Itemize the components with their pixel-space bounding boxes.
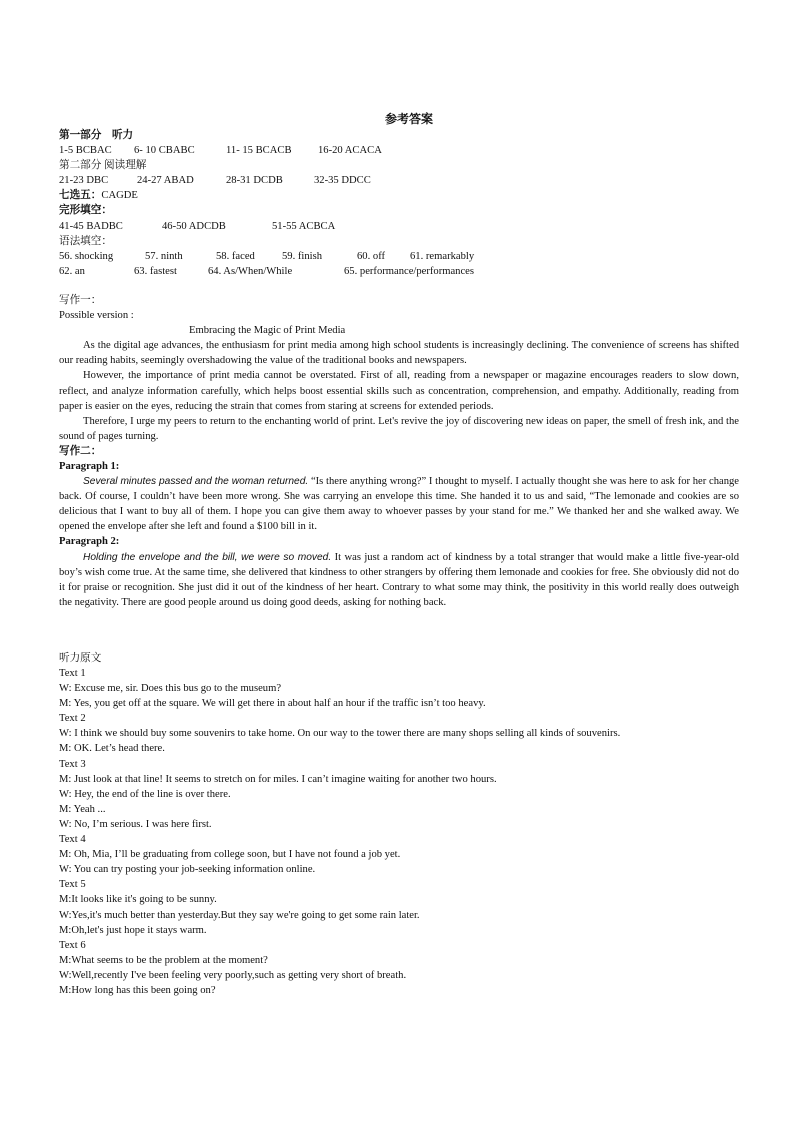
part1-answers xyxy=(59,143,739,158)
transcript-line: M: Yes, you get off at the square. We will get there in about half an hour if the traffic isn’t too heavy. xyxy=(59,698,486,710)
grammar-answer: 60. off xyxy=(357,250,386,262)
continuation-paragraph-1 xyxy=(59,474,739,534)
paragraph2-label: Paragraph 2: xyxy=(59,536,120,548)
paragraph2-lead: Holding the envelope and the bill, we were so moved. xyxy=(83,551,332,563)
answer-group: 16-20 ACACA xyxy=(318,145,382,157)
cloze-heading: 完形填空： xyxy=(59,205,112,217)
answer-group: 24-27 ABAD xyxy=(137,175,194,187)
grammar-answer: 63. fastest xyxy=(134,265,177,277)
grammar-answer: 56. shocking xyxy=(59,250,114,262)
transcript-line: M: Oh, Mia, I’ll be graduating from college soon, but I have not found a job yet. xyxy=(59,849,401,861)
paragraph1-lead: Several minutes passed and the woman returned. xyxy=(83,476,309,488)
essay-paragraph: As the digital age advances, the enthusiasm for print media among high school students is increasingly declining. The convenience of screens has shifted our reading habits, seemingly overshadowing the value of the traditional books and newspapers. xyxy=(59,340,739,367)
possible-version-label: Possible version : xyxy=(59,310,134,322)
part2-answers xyxy=(59,173,739,188)
grammar-answer: 57. ninth xyxy=(145,250,183,262)
answer-group: 21-23 DBC xyxy=(59,175,109,187)
paragraph1-label: Paragraph 1: xyxy=(59,460,120,472)
answer-group: 51-55 ACBCA xyxy=(272,220,336,232)
cloze-answers xyxy=(59,219,739,234)
grammar-answer: 58. faced xyxy=(216,250,255,262)
grammar-heading: 语法填空： xyxy=(59,235,112,247)
writing1-heading: 写作一： xyxy=(59,294,102,306)
transcript-line: W:Yes,it's much better than yesterday.But they say we're going to get some rain later. xyxy=(59,909,420,921)
answer-group: 1-5 BCBAC xyxy=(59,145,112,157)
transcript-line: W: I think we should buy some souvenirs to take home. On our way to the tower there are many shops selling all kinds of souvenirs. xyxy=(59,728,621,740)
transcript-line: Text 3 xyxy=(59,758,86,770)
grammar-answer: 64. As/When/While xyxy=(208,265,293,277)
essay-paragraph: Therefore, I urge my peers to return to the enchanting world of print. Let's revive the joy of discovering new ideas on paper, the smell of fresh ink, and the sound of pages turning. xyxy=(59,415,739,442)
answer-group: 46-50 ADCDB xyxy=(162,220,226,232)
grammar-row-1 xyxy=(59,249,739,264)
transcript-line: W: Hey, the end of the line is over there. xyxy=(59,788,231,800)
transcript-line: W:Well,recently I've been feeling very poorly,such as getting very short of breath. xyxy=(59,969,407,981)
transcript-line: Text 4 xyxy=(59,834,86,846)
transcript-line: W: Excuse me, sir. Does this bus go to the museum? xyxy=(59,683,282,695)
transcript-line: M: Just look at that line! It seems to stretch on for miles. I can’t imagine waiting for another two hours. xyxy=(59,773,497,785)
grammar-answer: 62. an xyxy=(59,265,85,277)
qixuanwu-answer: CAGDE xyxy=(101,190,138,202)
answer-group: 6- 10 CBABC xyxy=(134,145,195,157)
transcript-line: Text 2 xyxy=(59,713,86,725)
transcript-line: W: No, I’m serious. I was here first. xyxy=(59,818,212,830)
transcript-line: Text 6 xyxy=(59,939,86,951)
page-title: 参考答案 xyxy=(384,112,433,126)
grammar-answer: 61. remarkably xyxy=(410,250,475,262)
grammar-answer: 59. finish xyxy=(282,250,323,262)
transcript-lines xyxy=(59,666,739,998)
continuation-paragraph-2 xyxy=(59,550,739,610)
answer-sheet xyxy=(59,110,739,998)
answer-group: 41-45 BADBC xyxy=(59,220,123,232)
writing2-heading: 写作二： xyxy=(59,445,102,457)
part2-heading: 第二部分 阅读理解 xyxy=(59,160,147,172)
transcript-line: M:It looks like it's going to be sunny. xyxy=(59,894,217,906)
transcript-line: W: You can try posting your job-seeking information online. xyxy=(59,864,316,876)
grammar-row-2 xyxy=(59,264,739,279)
transcript-line: Text 1 xyxy=(59,668,86,679)
answer-group: 28-31 DCDB xyxy=(226,175,283,187)
transcript-line: M: OK. Let’s head there. xyxy=(59,743,165,755)
grammar-answer: 65. performance/performances xyxy=(344,265,475,277)
answer-group: 11- 15 BCACB xyxy=(226,145,292,157)
qixuanwu-label: 七选五： xyxy=(59,190,102,202)
transcript-line: M: Yeah ... xyxy=(59,803,106,815)
transcript-line: Text 5 xyxy=(59,879,86,891)
transcript-line: M:What seems to be the problem at the moment? xyxy=(59,954,268,966)
part1-heading: 第一部分 听力 xyxy=(59,130,134,141)
paragraph2-text: It was just a random act of kindness by a total stranger that would make a little five-year-old boy’s wish come true. At the same time, she delivered that kindness to other strangers by offering them lemonade and cookies for free. She obviously did not do it for praise or recognition. She just did it out of the kindness of her heart. Contrary to what some may think, the positivity in this world really does outweigh the negativity. There are good people around us doing good deeds, asking for nothing back. xyxy=(59,551,739,608)
answer-group: 32-35 DDCC xyxy=(314,175,371,187)
transcript-line: M:Oh,let's just hope it stays warm. xyxy=(59,924,207,936)
transcript-heading: 听力原文 xyxy=(59,652,102,664)
essay-title: Embracing the Magic of Print Media xyxy=(189,325,346,337)
transcript-line: M:How long has this been going on? xyxy=(59,984,216,996)
paragraph1-text: “Is there anything wrong?” I thought to myself. I actually thought she was here to ask for her change back. Of course, I couldn’t have been more wrong. She was carrying an envelope this time. She handed it to us and said, “The lemonade and cookies are so delicious that I want to buy all of them. I hope you can give them away to whoever passes by your stand for me.” We thanked her and she walked away. We opened the envelope after she left and found a $100 bill in it. xyxy=(59,476,739,533)
essay-paragraph: However, the importance of print media cannot be overstated. First of all, reading from a newspaper or magazine encourages readers to slow down, reflect, and analyze information carefully, which helps boost essential skills such as concentration, comprehension, and empathy. Additionally, reading from paper is easier on the eyes, reducing the strain that comes from staring at screens for extended periods. xyxy=(59,370,739,412)
qixuanwu-row xyxy=(59,188,739,203)
